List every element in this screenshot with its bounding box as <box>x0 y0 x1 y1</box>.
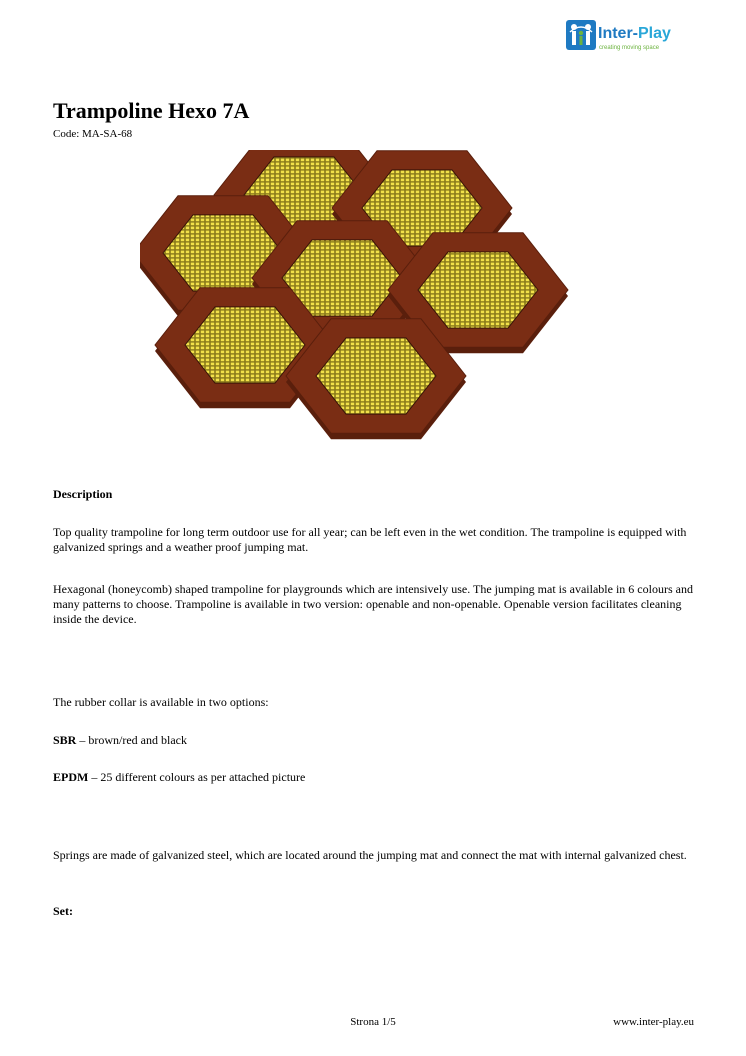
page-title: Trampoline Hexo 7A <box>53 98 250 123</box>
product-code: Code: MA-SA-68 <box>53 128 133 140</box>
description-paragraph-2: Hexagonal (honeycomb) shaped trampoline for playgrounds which are intensively use. The jumping mat is available in 6 colours and many patterns to choose. Trampoline is available in two version: openable and non-openable. Openable version facilitates cleaning inside the device. <box>53 582 693 626</box>
springs-paragraph: Springs are made of galvanized steel, which are located around the jumping mat and connect the mat with internal galvanized chest. <box>53 848 687 862</box>
inter-play-logo <box>566 18 706 58</box>
epdm-option: EPDM – 25 different colours as per attached picture <box>53 770 306 784</box>
logo-tagline: creating moving space <box>599 45 660 51</box>
set-label: Set: <box>53 904 73 918</box>
description-heading: Description <box>53 487 113 501</box>
family-logo-icon <box>566 18 596 52</box>
sbr-option: SBR – brown/red and black <box>53 733 187 747</box>
logo-wordmark: Inter-Play <box>598 25 671 42</box>
page-number: Strona 1/5 <box>350 1016 396 1028</box>
collar-intro: The rubber collar is available in two options: <box>53 695 269 709</box>
footer-url: www.inter-play.eu <box>613 1016 694 1028</box>
trampoline-image <box>140 150 584 460</box>
description-paragraph-1: Top quality trampoline for long term outdoor use for all year; can be left even in the wet condition. The trampoline is equipped with galvanized springs and a weather proof jumping mat. <box>53 525 687 554</box>
